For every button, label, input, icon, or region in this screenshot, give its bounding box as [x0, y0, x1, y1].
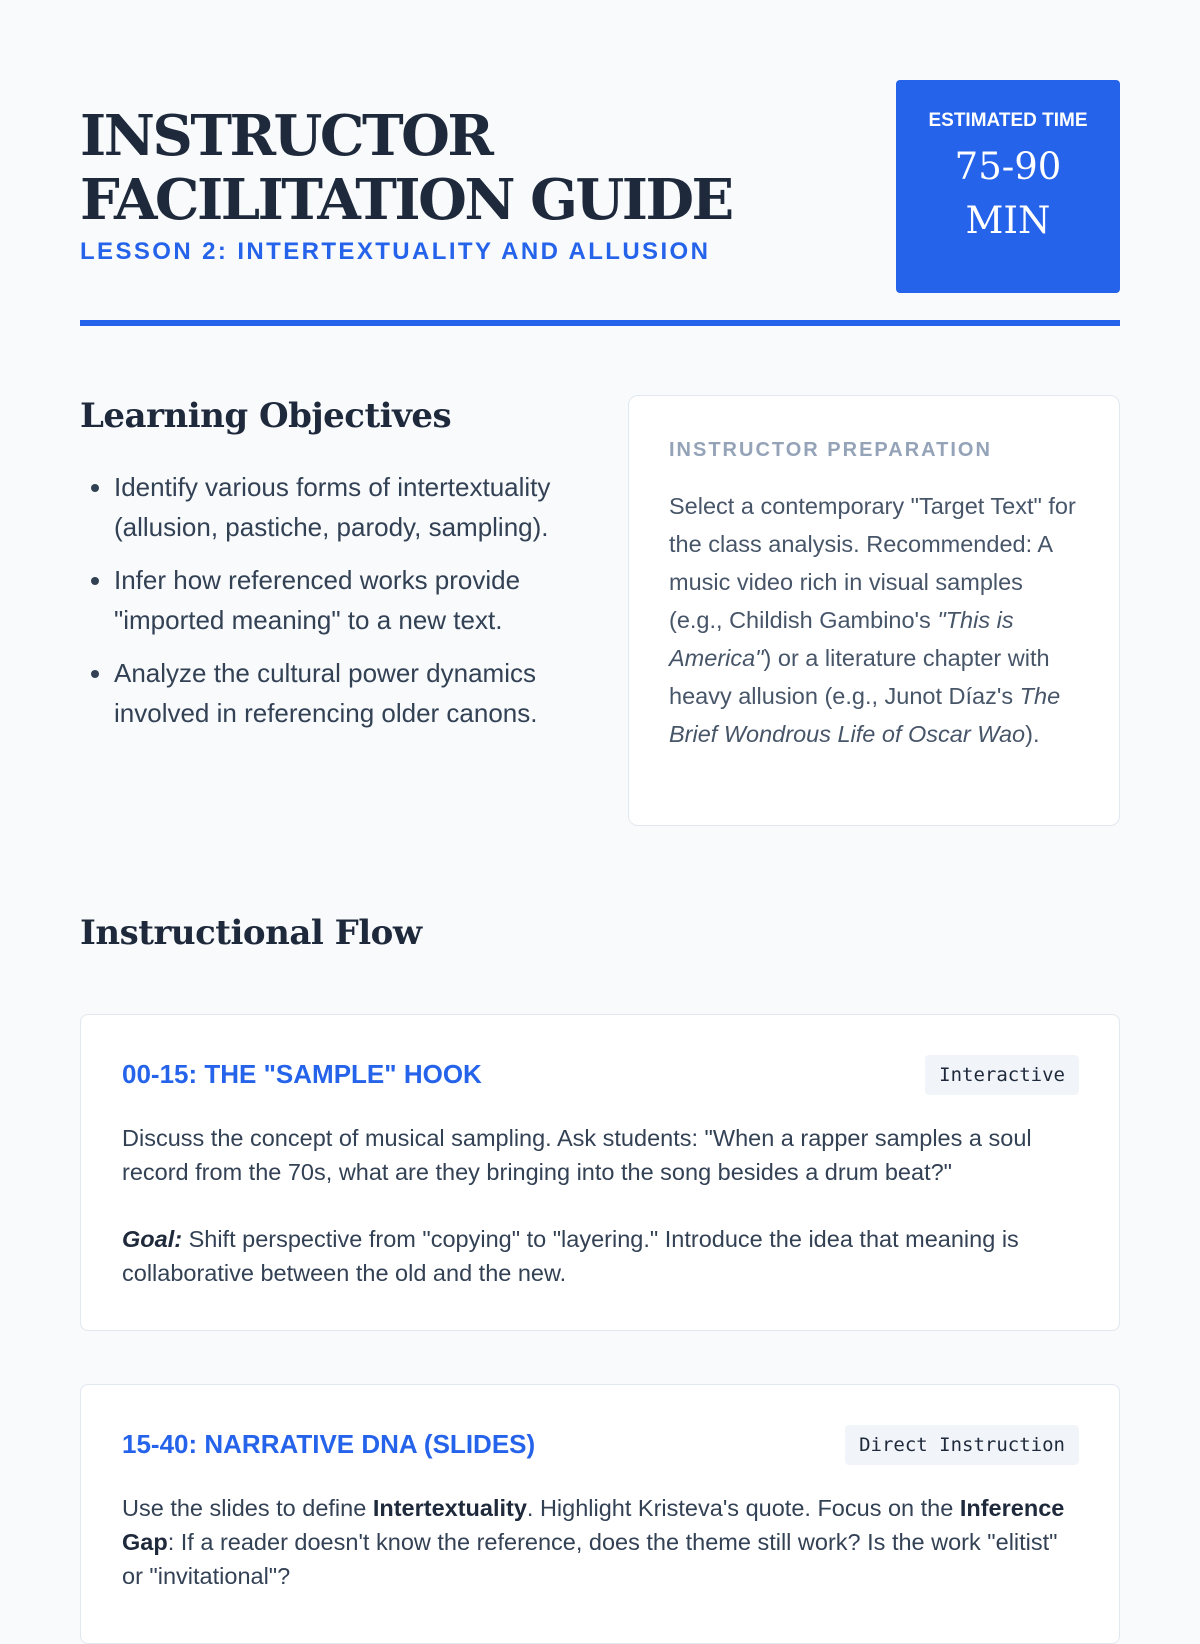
header-divider	[80, 320, 1120, 326]
preparation-text-part: ).	[1025, 721, 1040, 747]
flow-step-tag: Interactive	[925, 1055, 1079, 1095]
flow-step-header	[122, 1055, 1079, 1097]
instructional-flow-title: Instructional Flow	[80, 913, 422, 953]
objectives-list	[80, 467, 580, 733]
preparation-text-part: ) or a literature chapter with heavy allusion (e.g., Junot Díaz's	[669, 645, 1050, 709]
estimated-time-label: ESTIMATED TIME	[928, 110, 1088, 131]
preparation-heading: INSTRUCTOR PREPARATION	[669, 439, 992, 461]
flow-step-card	[80, 1384, 1120, 1644]
flow-step-body	[122, 1491, 1079, 1593]
objective-item: • Identify various forms of intertextuality (allusion, pastiche, parody, sampling).	[114, 467, 580, 547]
preparation-text-part: Select a contemporary "Target Text" for the class analysis. Recommended: A music video rich in visual samples (e.g., Childish Gambino's	[669, 493, 1076, 633]
flow-step-goal	[122, 1222, 1079, 1290]
preparation-text	[669, 487, 1079, 753]
learning-objectives-title: Learning Objectives	[80, 396, 452, 436]
body-text-part: Use the slides to define	[122, 1495, 373, 1521]
estimated-time-box	[896, 80, 1120, 293]
objective-item: • Infer how referenced works provide "imported meaning" to a new text.	[114, 560, 580, 640]
page-title: INSTRUCTOR FACILITATION GUIDE	[80, 103, 732, 233]
preparation-italic-title: "This is America"	[669, 607, 1014, 671]
goal-label: Goal:	[122, 1226, 183, 1252]
flow-step-tag: Direct Instruction	[845, 1425, 1079, 1465]
estimated-time-value: 75-90 MIN	[954, 145, 1062, 242]
flow-step-title: 15-40: NARRATIVE DNA (SLIDES)	[122, 1429, 536, 1459]
flow-step-body: Discuss the concept of musical sampling. Ask students: "When a rapper samples a soul record from the 70s, what are they bringing into the song besides a drum beat?"	[122, 1125, 1032, 1185]
lesson-subtitle: LESSON 2: INTERTEXTUALITY AND ALLUSION	[80, 238, 711, 265]
flow-step-title: 00-15: THE "SAMPLE" HOOK	[122, 1059, 482, 1089]
preparation-italic-title: The Brief Wondrous Life of Oscar Wao	[669, 683, 1061, 747]
objective-item: • Analyze the cultural power dynamics involved in referencing older canons.	[114, 653, 580, 733]
key-term: Intertextuality	[372, 1495, 527, 1521]
guide-header	[80, 80, 1120, 328]
body-text-part: . Highlight Kristeva's quote. Focus on the	[526, 1495, 960, 1521]
body-text-part: : If a reader doesn't know the reference, does the theme still work? Is the work "elitist" or "invitational"?	[122, 1529, 1058, 1589]
learning-objectives-section	[80, 392, 580, 746]
goal-text: Shift perspective from "copying" to "layering." Introduce the idea that meaning is collaborative between the old and the new.	[122, 1226, 1019, 1286]
flow-step-card	[80, 1014, 1120, 1331]
instructor-preparation-card	[628, 395, 1120, 826]
key-term: Inference Gap	[122, 1495, 1065, 1555]
flow-step-header	[122, 1425, 1079, 1467]
